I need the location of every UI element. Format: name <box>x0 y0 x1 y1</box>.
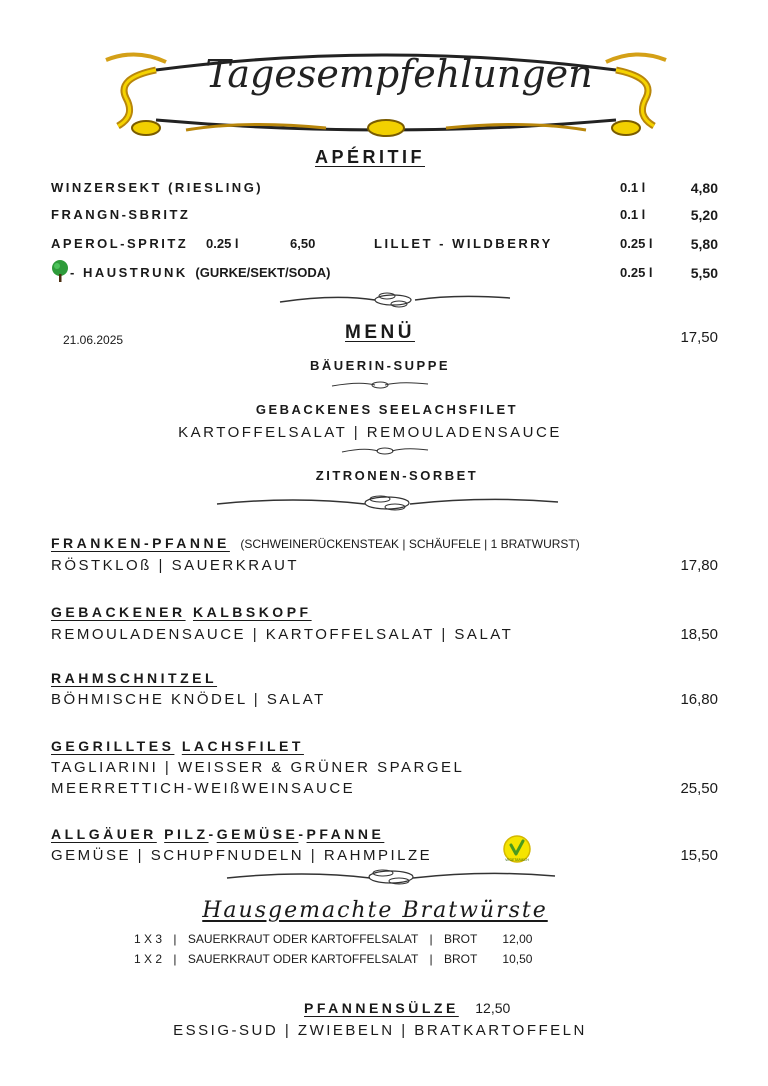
menu-date: 21.06.2025 <box>63 333 124 347</box>
menu-course-2-sides: KARTOFFELSALAT | REMOULADENSAUCE <box>178 424 562 441</box>
suelze-title-row: PFANNENSÜLZE 12,50 <box>304 1000 511 1016</box>
aperitif-heading: APÉRITIF <box>314 147 425 167</box>
dish-lachs-price: 25,50 <box>680 780 718 797</box>
ornament-divider <box>275 290 515 310</box>
dish-kalbskopf-desc: REMOULADENSAUCE | KARTOFFELSALAT | SALAT <box>51 626 514 643</box>
dish-rahm-desc: BÖHMISCHE KNÖDEL | SALAT <box>51 691 326 708</box>
menu-course-2: GEBACKENES SEELACHSFILET <box>255 402 519 417</box>
menu-heading: MENÜ <box>345 322 415 343</box>
dish-allgaeu-price: 15,50 <box>680 847 718 864</box>
ornament-divider <box>340 444 430 458</box>
vegetarian-badge-text: VEGETARISCH <box>505 858 529 862</box>
aperitif-item-name: APEROL-SPRITZ <box>51 236 189 251</box>
aperitif-item-size: 0.25 l <box>620 236 653 251</box>
aperitif-item-name: FRANGN-SBRITZ <box>51 207 191 222</box>
menu-price: 17,50 <box>680 329 718 346</box>
aperitif-item-name: - HAUSTRUNK (GURKE/SEKT/SODA) <box>70 265 331 280</box>
aperitif-item-size: 0.1 l <box>620 180 646 195</box>
aperitif-item-name: WINZERSEKT (RIESLING) <box>51 180 264 195</box>
aperitif-item-name: LILLET - WILDBERRY <box>374 236 553 251</box>
dish-allgaeu-title: ALLGÄUER PILZ-GEMÜSE-PFANNE <box>51 826 385 842</box>
ornament-divider <box>215 492 560 514</box>
bratwurst-heading: Hausgemachte Bratwürste <box>202 898 548 923</box>
dish-franken-title-row: FRANKEN-PFANNE (SCHWEINERÜCKENSTEAK | SCHÄUFELE | 1 BRATWURST) <box>51 535 580 551</box>
dish-franken-desc: RÖSTKLOß | SAUERKRAUT <box>51 557 300 574</box>
page-title: Tagesempfehlungen <box>205 52 593 96</box>
aperitif-item-size: 0.25 l <box>206 236 239 251</box>
aperitif-item-price: 5,80 <box>690 236 718 252</box>
dish-kalbskopf-title: GEBACKENER KALBSKOPF <box>51 604 312 620</box>
bratwurst-row: 1 X 3 | SAUERKRAUT ODER KARTOFFELSALAT | BROT 12,00 <box>134 932 533 946</box>
bratwurst-row: 1 X 2 | SAUERKRAUT ODER KARTOFFELSALAT | BROT 10,50 <box>134 952 533 966</box>
dish-lachs-title: GEGRILLTES LACHSFILET <box>51 738 304 754</box>
menu-course-1: BÄUERIN-SUPPE <box>309 358 451 373</box>
dish-franken-price: 17,80 <box>680 557 718 574</box>
dish-lachs-desc-1: TAGLIARINI | WEISSER & GRÜNER SPARGEL <box>51 759 465 776</box>
dish-lachs-desc-2: MEERRETTICH-WEIßWEINSAUCE <box>51 780 356 797</box>
dish-rahm-title: RAHMSCHNITZEL <box>51 670 218 686</box>
vegetarian-badge-icon <box>502 834 532 864</box>
aperitif-item-price: 6,50 <box>290 236 316 251</box>
aperitif-item-size: 0.1 l <box>620 207 646 222</box>
dish-allgaeu-desc: GEMÜSE | SCHUPFNUDELN | RAHMPILZE <box>51 847 433 864</box>
aperitif-item-price: 5,50 <box>690 265 718 281</box>
tree-icon <box>50 260 70 282</box>
aperitif-item-price: 4,80 <box>690 180 718 196</box>
aperitif-item-price: 5,20 <box>690 207 718 223</box>
aperitif-item-size: 0.25 l <box>620 265 653 280</box>
ornament-divider <box>330 378 430 392</box>
suelze-desc: ESSIG-SUD | ZWIEBELN | BRATKARTOFFELN <box>173 1022 587 1039</box>
ornament-divider <box>225 866 557 888</box>
menu-course-3: ZITRONEN-SORBET <box>315 468 479 483</box>
dish-kalbskopf-price: 18,50 <box>680 626 718 643</box>
dish-rahm-price: 16,80 <box>680 691 718 708</box>
